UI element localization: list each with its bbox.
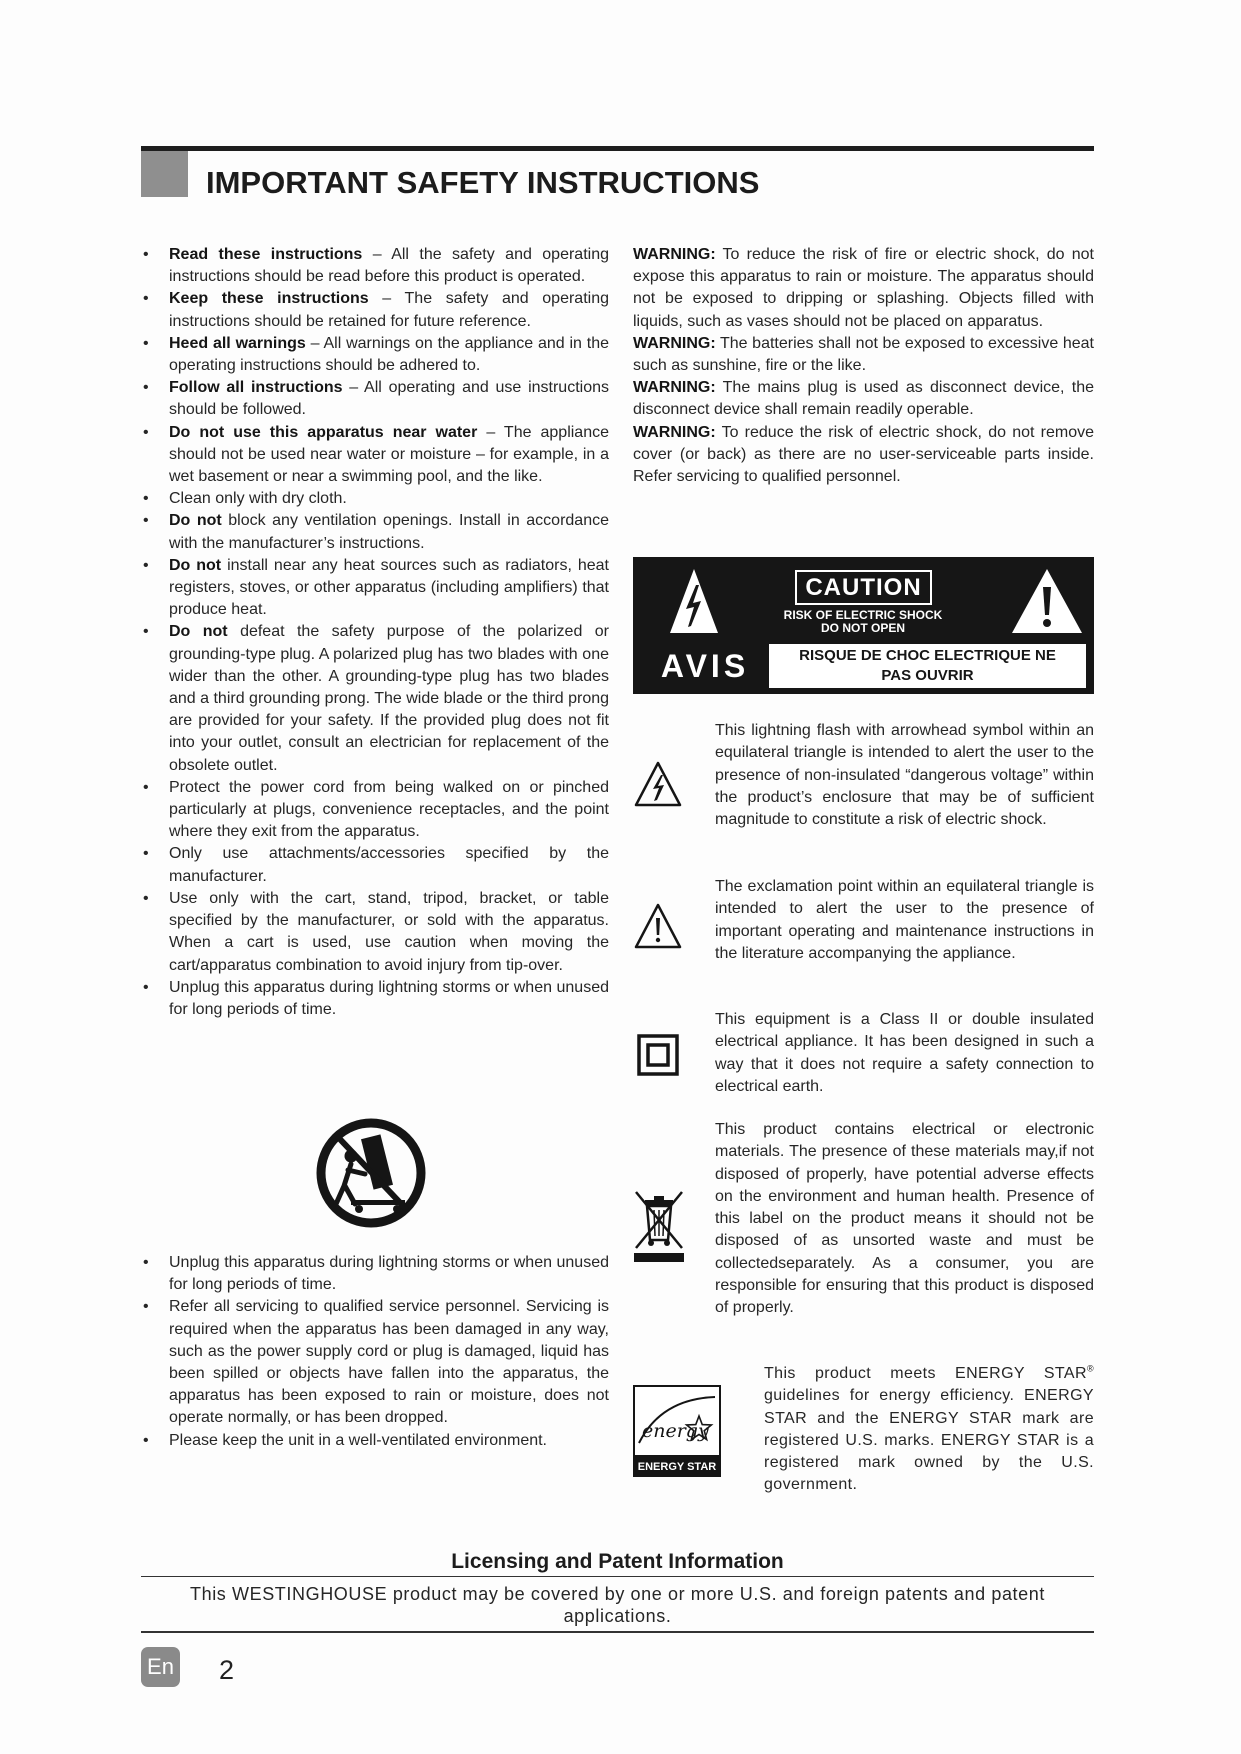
energy-star-logo-icon	[633, 1385, 721, 1477]
licensing-rule	[141, 1576, 1094, 1577]
symbol-description: This equipment is a Class II or double insulated electrical appliance. It has been designed in such a way that it does not require a safety connection to electrical earth.	[715, 1011, 1094, 1095]
page-title: IMPORTANT SAFETY INSTRUCTIONS	[206, 165, 760, 200]
warning-label: WARNING:	[633, 246, 716, 263]
lightning-triangle-icon	[634, 760, 682, 808]
item-text: install near any heat sources such as radiators, heat registers, stoves, or other apparatus (including amplifiers) that produce heat.	[169, 556, 609, 619]
list-item	[141, 488, 609, 510]
warning-label: WARNING:	[633, 423, 716, 441]
exclamation-triangle-icon	[634, 902, 682, 950]
list-item	[141, 1430, 609, 1452]
list-item	[141, 377, 609, 421]
list-item	[141, 333, 609, 377]
instructions-list-continued	[141, 1252, 609, 1452]
energy-text-part: guidelines for energy efficiency. ENERGY STAR and the ENERGY STAR mark are registered U.S. marks. ENERGY STAR is a registered mark owned by the U.S. government.	[764, 1387, 1094, 1494]
item-text: Please keep the unit in a well-ventilated environment.	[169, 1431, 547, 1449]
warning-text: The mains plug is used as disconnect device, the disconnect device shall remain readily operable.	[633, 379, 1094, 419]
list-item	[141, 1252, 609, 1296]
warnings-block	[633, 244, 1094, 488]
item-text: – All warnings on the appliance and in the operating instructions should be adhered to.	[169, 334, 610, 375]
item-heading: Read these instructions	[169, 246, 363, 263]
list-item	[141, 777, 609, 844]
caution-word: CAUTION	[795, 570, 932, 605]
warning-paragraph	[633, 333, 1094, 377]
language-badge: En	[141, 1647, 180, 1687]
risque-line: RISQUE DE CHOC ELECTRIQUE NE	[799, 647, 1056, 664]
list-item	[141, 977, 609, 1021]
warning-text: To reduce the risk of fire or electric shock, do not expose this apparatus to rain or moisture. The apparatus should not be exposed to dripping or splashing. Objects filled with liquids, such as vases should not be placed on apparatus.	[633, 246, 1094, 330]
warning-label: WARNING:	[633, 334, 716, 352]
risque-text	[769, 646, 1086, 686]
item-text: defeat the safety purpose of the polarized or grounding-type plug. A polarized plug has two blades with one wider than the other. A grounding-type plug has two blades and a third grounding prong. The wide blade or the third prong are provided for your safety. If the provided plug does not fit into your outlet, consult an electrician for replacement of the obsolete outlet.	[169, 623, 610, 774]
list-item	[141, 244, 609, 288]
energy-star-description	[764, 1363, 1094, 1497]
header-rule	[141, 146, 1094, 151]
list-item	[141, 621, 609, 776]
item-heading: Follow all instructions	[169, 379, 343, 397]
risk-text	[763, 609, 963, 635]
item-text: Unplug this apparatus during lightning storms or when unused for long periods of time.	[169, 978, 609, 1018]
item-text: Only use attachments/accessories specified by the manufacturer.	[169, 845, 609, 885]
item-text: Refer all servicing to qualified service personnel. Servicing is required when the apparatus has been damaged in any way, such as the power supply cord or plug is damaged, liquid has been spilled or objects have fallen into the apparatus, the apparatus has been exposed to rain or moisture, does not operate normally, or has been dropped.	[169, 1298, 609, 1427]
item-heading: Do not	[169, 623, 228, 641]
risque-line: PAS OUVRIR	[881, 667, 974, 684]
item-text: – All operating and use instructions should be followed.	[169, 379, 609, 419]
licensing-heading: Licensing and Patent Information	[451, 1550, 784, 1573]
footer-rule	[141, 1631, 1094, 1633]
risk-line: RISK OF ELECTRIC SHOCK	[783, 608, 943, 622]
page-number: 2	[219, 1655, 235, 1685]
symbol-description: This lightning flash with arrowhead symbol within an equilateral triangle is intended to alert the user to the presence of non-insulated “dangerous voltage” within the product’s enclosure that may be of sufficient magnitude to constitute a risk of electric shock.	[715, 722, 1094, 829]
energy-script: energy	[642, 1420, 709, 1442]
crossed-out-bin-icon	[632, 1188, 686, 1264]
risk-line: DO NOT OPEN	[820, 621, 905, 635]
warning-paragraph	[633, 422, 1094, 489]
exclamation-triangle-icon	[1010, 567, 1084, 635]
caution-label	[633, 557, 1094, 694]
symbol-description: This product contains electrical or electronic materials. The presence of these materials may,if not disposed of properly, have potential adverse effects on the environment and human health. Presence of this label on the product means it should not be disposed of as unsorted waste and must be collectedseparately. As a consumer, you are responsible for ensuring that this product is disposed of properly.	[715, 1121, 1094, 1317]
list-item	[141, 422, 609, 489]
list-item	[141, 288, 609, 332]
item-text: Clean only with dry cloth.	[169, 490, 347, 508]
cart-tip-over-warning-icon	[315, 1116, 427, 1230]
list-item	[141, 510, 609, 554]
licensing-text: This WESTINGHOUSE product may be covered by one or more U.S. and foreign patents and patent applications.	[190, 1584, 1045, 1626]
instructions-list	[141, 244, 609, 1021]
item-text: Unplug this apparatus during lightning storms or when unused for long periods of time.	[169, 1254, 609, 1294]
item-text: Protect the power cord from being walked on or pinched particularly at plugs, convenience receptacles, and the point where they exit from the apparatus.	[169, 778, 609, 841]
item-text: – The appliance should not be used near water or moisture – for example, in a wet basement or near a swimming pool, and the like.	[169, 423, 610, 486]
warning-text: The batteries shall not be exposed to excessive heat such as sunshine, fire or the like.	[633, 334, 1094, 375]
avis-band	[641, 644, 1086, 688]
energy-text-part: This product meets ENERGY STAR	[764, 1365, 1087, 1382]
item-heading: Do not	[169, 556, 222, 574]
list-item	[141, 843, 609, 887]
item-heading: Do not use this apparatus near water	[169, 423, 478, 441]
list-item	[141, 888, 609, 977]
registered-mark: ®	[1086, 1363, 1094, 1374]
energy-star-badge: ENERGY STAR	[637, 1461, 717, 1473]
item-text: Use only with the cart, stand, tripod, bracket, or table specified by the manufacturer, or sold with the apparatus. When a cart is used, use caution when moving the cart/apparatus combination to avoid injury from tip-over.	[169, 889, 609, 974]
warning-text: To reduce the risk of electric shock, do not remove cover (or back) as there are no user-serviceable parts inside. Refer servicing to qualified personnel.	[633, 423, 1094, 486]
symbol-description: The exclamation point within an equilateral triangle is intended to alert the user to the presence of important operating and maintenance instructions in the literature accompanying the appliance.	[715, 878, 1094, 962]
item-text: block any ventilation openings. Install in accordance with the manufacturer’s instructions.	[169, 512, 609, 552]
item-heading: Do not	[169, 512, 222, 530]
item-text: – The safety and operating instructions should be retained for future reference.	[169, 290, 610, 330]
warning-paragraph	[633, 244, 1094, 333]
avis-word: AVIS	[641, 644, 769, 688]
class-ii-double-square-icon	[637, 1034, 679, 1076]
item-heading: Heed all warnings	[169, 334, 306, 352]
warning-paragraph	[633, 377, 1094, 421]
item-heading: Keep these instructions	[169, 290, 369, 308]
list-item	[141, 555, 609, 622]
warning-label: WARNING:	[633, 379, 716, 397]
header-square	[141, 151, 188, 197]
list-item	[141, 1296, 609, 1429]
item-text: – All the safety and operating instructions should be read before this product is operated.	[169, 246, 609, 286]
lightning-triangle-icon	[668, 567, 720, 635]
